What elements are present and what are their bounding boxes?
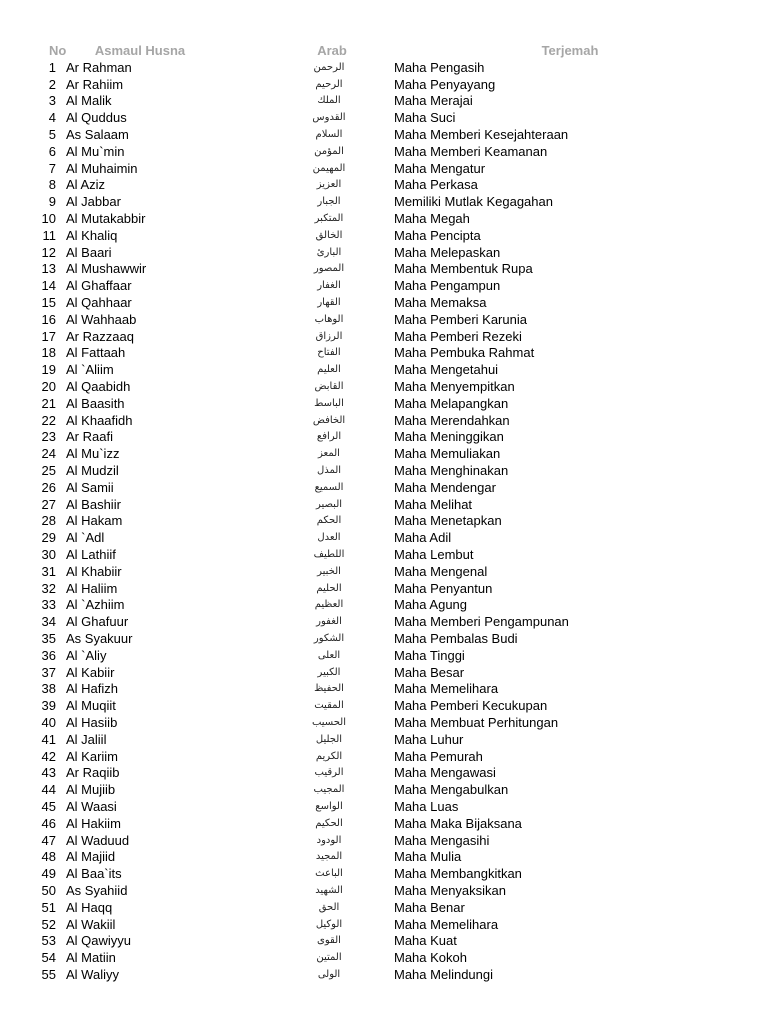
row-name-latin: Al `Adl [66, 530, 105, 546]
row-translation: Maha Memaksa [394, 295, 487, 311]
row-number: 14 [41, 278, 56, 294]
row-translation: Maha Kokoh [394, 950, 467, 966]
table-row [0, 361, 768, 378]
table-row [0, 93, 768, 110]
row-name-arabic: المعز [318, 448, 340, 460]
row-number: 45 [41, 798, 56, 814]
row-name-latin: As Salaam [66, 127, 129, 143]
row-translation: Maha Mulia [394, 849, 462, 865]
row-name-latin: Al Waliyy [66, 966, 119, 982]
row-name-latin: Al Lathiif [66, 547, 116, 562]
row-name-arabic: القدوس [312, 112, 346, 124]
row-translation: Maha Pemberi Rezeki [394, 328, 522, 344]
row-number: 15 [41, 295, 56, 311]
row-name-arabic: الودود [316, 834, 342, 846]
table-body [0, 59, 768, 983]
row-name-arabic: الرقيب [314, 767, 344, 779]
table-row [0, 731, 768, 748]
row-number: 4 [48, 110, 56, 126]
row-name-latin: Al Mu`izz [66, 446, 120, 462]
table-row [0, 597, 768, 614]
row-number: 6 [48, 143, 56, 159]
table-row [0, 311, 768, 328]
row-name-latin: Al Aziz [66, 177, 106, 193]
row-number: 32 [41, 580, 56, 596]
row-name-latin: Al Majiid [66, 849, 116, 865]
row-name-latin: Al Quddus [66, 110, 127, 126]
row-number: 47 [41, 832, 56, 848]
asmaul-husna-table [0, 42, 768, 983]
row-name-latin: Ar Razzaaq [66, 328, 134, 344]
row-translation: Maha Memberi Pengampunan [394, 614, 569, 630]
table-row [0, 832, 768, 849]
row-translation: Maha Luhur [394, 731, 464, 747]
row-name-arabic: الحكيم [315, 817, 343, 829]
row-name-latin: Ar Rahiim [66, 76, 124, 92]
table-row [0, 798, 768, 815]
table-row [0, 277, 768, 294]
row-name-latin: Al Khabiir [66, 563, 122, 579]
table-row [0, 899, 768, 916]
row-number: 37 [41, 664, 56, 680]
row-name-latin: Al Fattaah [66, 345, 126, 361]
row-number: 48 [41, 849, 56, 865]
row-name-arabic: البصير [315, 498, 343, 510]
table-row [0, 294, 768, 311]
row-name-latin: Al Hasiib [66, 714, 118, 730]
row-translation: Maha Luas [394, 798, 459, 814]
row-translation: Maha Kuat [394, 933, 457, 949]
row-number: 46 [41, 815, 56, 831]
row-name-arabic: الولى [317, 968, 341, 980]
row-number: 16 [41, 311, 56, 327]
row-translation: Maha Pembalas Budi [394, 630, 518, 646]
row-translation: Maha Melihat [394, 496, 473, 512]
row-name-arabic: الجبار [317, 196, 341, 208]
table-row [0, 210, 768, 227]
table-row [0, 244, 768, 261]
row-name-arabic: العزيز [316, 179, 342, 191]
row-name-latin: Al Haliim [66, 580, 118, 596]
header-no: No [49, 43, 67, 58]
row-translation: Maha Benar [394, 899, 465, 915]
row-number: 42 [41, 748, 56, 764]
row-translation: Maha Pengampun [394, 278, 501, 294]
row-name-latin: Al Qahhaar [66, 295, 132, 311]
row-number: 7 [48, 160, 56, 176]
row-translation: Maha Mengawasi [394, 765, 496, 781]
table-row [0, 714, 768, 731]
row-name-latin: Al `Aliy [66, 647, 107, 663]
row-translation: Maha Perkasa [394, 177, 478, 193]
row-number: 53 [41, 933, 56, 949]
row-name-arabic: الشهيد [315, 884, 343, 896]
row-name-arabic: الفتاح [317, 347, 341, 359]
table-row [0, 513, 768, 530]
table-row [0, 412, 768, 429]
row-name-arabic: القابض [314, 381, 344, 393]
header-terjemah: Terjemah [541, 43, 599, 58]
row-name-latin: Al Hakiim [66, 815, 121, 831]
row-number: 12 [41, 244, 56, 260]
row-translation: Maha Membentuk Rupa [394, 261, 533, 277]
row-number: 54 [41, 950, 56, 966]
row-number: 29 [41, 530, 56, 546]
row-name-latin: Al Qawiyyu [66, 933, 132, 949]
table-row [0, 613, 768, 630]
row-name-arabic: المجيب [313, 784, 345, 796]
table-header-row [0, 42, 768, 59]
row-name-arabic: الجليل [315, 733, 343, 745]
row-name-arabic: البارئ [316, 246, 342, 258]
row-name-arabic: الرافع [316, 431, 342, 443]
row-number: 34 [41, 614, 56, 630]
header-arab: Arab [317, 43, 347, 58]
table-row [0, 160, 768, 177]
row-number: 43 [41, 765, 56, 781]
row-translation: Maha Merendahkan [394, 412, 510, 428]
row-translation: Maha Membuat Perhitungan [394, 714, 559, 730]
row-translation: Maha Suci [394, 110, 456, 126]
row-number: 52 [41, 916, 56, 932]
row-name-latin: Al Wakiil [66, 916, 116, 932]
row-translation: Maha Menyempitkan [394, 379, 515, 395]
table-row [0, 546, 768, 563]
row-name-arabic: السميع [314, 481, 344, 493]
row-name-latin: Al Ghafuur [66, 614, 129, 630]
row-name-latin: Al Mudzil [66, 463, 119, 479]
row-translation: Maha Meninggikan [394, 429, 504, 445]
row-name-arabic: الملك [317, 95, 341, 107]
row-translation: Maha Menyaksikan [394, 882, 506, 898]
table-row [0, 764, 768, 781]
row-number: 55 [41, 966, 56, 982]
row-name-arabic: الرحيم [315, 78, 343, 90]
row-name-latin: Al Jabbar [66, 194, 121, 210]
table-row [0, 109, 768, 126]
row-number: 9 [48, 194, 56, 210]
table-row [0, 563, 768, 580]
row-translation: Maha Membangkitkan [394, 866, 522, 882]
row-number: 10 [41, 211, 56, 227]
row-translation: Maha Memberi Kesejahteraan [394, 127, 569, 143]
row-name-latin: Al Hakam [66, 513, 123, 529]
row-name-arabic: الوهاب [314, 313, 344, 325]
row-name-arabic: الشكور [313, 632, 345, 644]
row-name-latin: Al Hafizh [66, 681, 119, 697]
row-translation: Maha Memelihara [394, 916, 499, 932]
row-name-latin: Al Samii [66, 479, 114, 495]
row-name-arabic: الكبير [317, 666, 341, 678]
row-name-arabic: الخبير [317, 565, 341, 577]
row-translation: Maha Memuliakan [394, 446, 501, 462]
row-number: 24 [41, 446, 56, 462]
row-name-arabic: الواسع [315, 800, 343, 812]
row-translation: Maha Melindungi [394, 966, 494, 982]
row-name-latin: Al Baa`its [66, 866, 122, 882]
row-number: 18 [41, 345, 56, 361]
table-row [0, 76, 768, 93]
row-name-arabic: اللطيف [313, 549, 345, 560]
row-translation: Maha Agung [394, 597, 468, 613]
row-name-latin: As Syakuur [66, 630, 133, 646]
row-translation: Maha Pencipta [394, 227, 481, 243]
row-name-arabic: الخالق [315, 229, 343, 241]
row-name-arabic: المصور [313, 263, 345, 275]
row-number: 49 [41, 866, 56, 882]
row-name-arabic: العظيم [314, 599, 344, 611]
table-row [0, 126, 768, 143]
row-name-arabic: المقيت [314, 700, 344, 712]
row-number: 28 [41, 513, 56, 529]
row-translation: Maha Megah [394, 211, 470, 227]
table-row [0, 815, 768, 832]
row-number: 3 [48, 93, 56, 109]
row-name-arabic: الغفار [317, 280, 341, 292]
row-translation: Maha Pemberi Karunia [394, 311, 527, 327]
row-name-arabic: العلى [317, 649, 341, 661]
row-name-arabic: العليم [317, 364, 341, 376]
row-name-latin: Al Mujiib [66, 782, 116, 798]
row-name-latin: Al Ghaffaar [66, 278, 132, 294]
row-number: 50 [41, 882, 56, 898]
row-number: 22 [41, 412, 56, 428]
table-row [0, 580, 768, 597]
row-name-arabic: العدل [317, 532, 341, 544]
row-translation: Maha Besar [394, 664, 465, 680]
row-name-arabic: المذل [316, 465, 342, 477]
row-translation: Maha Merajai [394, 93, 473, 109]
row-name-arabic: المتين [316, 952, 342, 964]
table-row [0, 966, 768, 983]
row-name-latin: Al Malik [66, 93, 112, 109]
row-name-arabic: الخافض [312, 414, 346, 426]
row-name-arabic: الوكيل [315, 918, 343, 930]
row-name-arabic: القوى [317, 935, 341, 947]
row-name-latin: Al Waduud [66, 832, 130, 848]
row-translation: Maha Penyantun [394, 580, 493, 596]
row-name-latin: Al Kabiir [66, 664, 115, 680]
row-number: 23 [41, 429, 56, 445]
row-translation: Maha Memberi Keamanan [394, 143, 548, 159]
row-number: 25 [41, 463, 56, 479]
row-translation: Maha Memelihara [394, 681, 499, 697]
row-translation: Maha Pengasih [394, 59, 485, 75]
row-number: 36 [41, 647, 56, 663]
row-number: 35 [41, 630, 56, 646]
table-row [0, 630, 768, 647]
table-row [0, 59, 768, 76]
row-name-arabic: الكريم [315, 750, 343, 762]
row-number: 5 [48, 127, 56, 143]
table-row [0, 781, 768, 798]
row-number: 33 [41, 597, 56, 613]
row-number: 2 [48, 76, 56, 92]
row-name-latin: Al Kariim [66, 748, 119, 764]
row-name-arabic: الحليم [316, 582, 342, 594]
row-translation: Maha Mengabulkan [394, 782, 509, 798]
table-row [0, 261, 768, 278]
table-row [0, 395, 768, 412]
table-row [0, 916, 768, 933]
table-row [0, 664, 768, 681]
row-name-latin: Al Bashiir [66, 496, 121, 512]
row-name-latin: Al Khaliq [66, 227, 118, 243]
row-name-arabic: الحكم [316, 515, 342, 527]
row-number: 39 [41, 698, 56, 714]
row-translation: Maha Mendengar [394, 479, 496, 495]
row-name-latin: Al Wahhaab [66, 311, 137, 327]
row-name-arabic: الحسيب [311, 716, 347, 728]
row-name-arabic: المهيمن [312, 162, 346, 174]
row-translation: Maha Mengenal [394, 563, 488, 579]
row-name-latin: Ar Raqiib [66, 765, 120, 781]
row-name-latin: Al Qaabidh [66, 379, 131, 395]
table-row [0, 479, 768, 496]
row-translation: Maha Lembut [394, 547, 474, 562]
table-row [0, 932, 768, 949]
row-translation: Maha Mengatur [394, 160, 486, 176]
row-number: 11 [42, 227, 56, 243]
row-translation: Maha Menetapkan [394, 513, 502, 529]
row-name-arabic: المؤمن [314, 145, 344, 157]
row-translation: Maha Penyayang [394, 76, 496, 92]
table-row [0, 193, 768, 210]
row-name-latin: Al Muqiit [66, 698, 116, 714]
row-name-latin: Al Baasith [66, 395, 125, 411]
row-name-arabic: الباعث [315, 868, 343, 880]
row-translation: Maha Maka Bijaksana [394, 815, 522, 831]
row-name-arabic: الرزاق [315, 330, 343, 342]
table-row [0, 882, 768, 899]
row-name-latin: Al Haqq [66, 899, 113, 915]
row-number: 40 [41, 714, 56, 730]
row-name-arabic: الغفور [316, 616, 342, 628]
row-name-latin: Ar Rahman [66, 59, 132, 75]
row-translation: Maha Pemberi Kecukupan [394, 698, 548, 714]
row-translation: Maha Melepaskan [394, 244, 501, 260]
table-row [0, 680, 768, 697]
row-name-arabic: المجيد [315, 851, 343, 863]
row-name-latin: Al Matiin [66, 950, 116, 966]
table-row [0, 529, 768, 546]
row-name-latin: Al Jaliil [66, 731, 107, 747]
row-name-latin: Al Baari [66, 244, 112, 260]
row-number: 1 [48, 59, 56, 75]
row-translation: Maha Adil [394, 530, 452, 546]
row-name-latin: Ar Raafi [66, 429, 113, 445]
row-name-latin: Al Khaafidh [66, 412, 133, 428]
row-number: 8 [48, 177, 56, 193]
table-row [0, 462, 768, 479]
row-name-latin: Al Waasi [66, 798, 117, 814]
row-number: 30 [41, 547, 56, 562]
table-row [0, 177, 768, 194]
row-number: 38 [41, 681, 56, 697]
table-row [0, 748, 768, 765]
table-row [0, 848, 768, 865]
table-row [0, 445, 768, 462]
table-row [0, 143, 768, 160]
row-number: 13 [41, 261, 56, 277]
row-name-arabic: الحفيظ [314, 683, 344, 695]
row-name-latin: As Syahiid [66, 882, 128, 898]
row-number: 41 [41, 731, 56, 747]
table-row [0, 949, 768, 966]
row-number: 19 [41, 362, 56, 378]
row-translation: Maha Pemurah [394, 748, 483, 764]
table-row [0, 227, 768, 244]
row-number: 20 [41, 379, 56, 395]
row-number: 27 [41, 496, 56, 512]
table-row [0, 865, 768, 882]
row-number: 26 [41, 479, 56, 495]
row-name-latin: Al Mu`min [66, 143, 125, 159]
row-number: 51 [41, 899, 56, 915]
row-translation: Maha Menghinakan [394, 463, 509, 479]
row-name-latin: Al `Azhiim [66, 597, 125, 613]
row-name-arabic: المتكبر [314, 213, 344, 225]
row-name-latin: Al Muhaimin [66, 160, 138, 176]
row-translation: Memiliki Mutlak Kegagahan [394, 194, 553, 210]
row-name-arabic: الرحمن [313, 61, 345, 73]
row-translation: Maha Pembuka Rahmat [394, 345, 535, 361]
row-name-arabic: الحق [318, 901, 340, 913]
row-translation: Maha Mengasihi [394, 832, 490, 848]
row-name-latin: Al Mushawwir [66, 261, 147, 277]
table-row [0, 429, 768, 446]
table-row [0, 697, 768, 714]
table-row [0, 345, 768, 362]
table-row [0, 647, 768, 664]
table-row [0, 328, 768, 345]
row-name-latin: Al `Aliim [66, 362, 114, 378]
row-name-arabic: الباسط [314, 397, 344, 409]
table-row [0, 496, 768, 513]
row-number: 21 [41, 395, 56, 411]
table-row [0, 378, 768, 395]
row-name-arabic: السلام [315, 129, 343, 141]
row-name-latin: Al Mutakabbir [66, 211, 146, 227]
row-name-arabic: القهار [317, 297, 341, 309]
row-translation: Maha Tinggi [394, 647, 465, 663]
row-translation: Maha Mengetahui [394, 362, 499, 378]
row-translation: Maha Melapangkan [394, 395, 509, 411]
row-number: 44 [41, 782, 56, 798]
row-number: 31 [41, 563, 56, 579]
row-number: 17 [41, 328, 56, 344]
header-asmaul-husna: Asmaul Husna [94, 43, 186, 58]
